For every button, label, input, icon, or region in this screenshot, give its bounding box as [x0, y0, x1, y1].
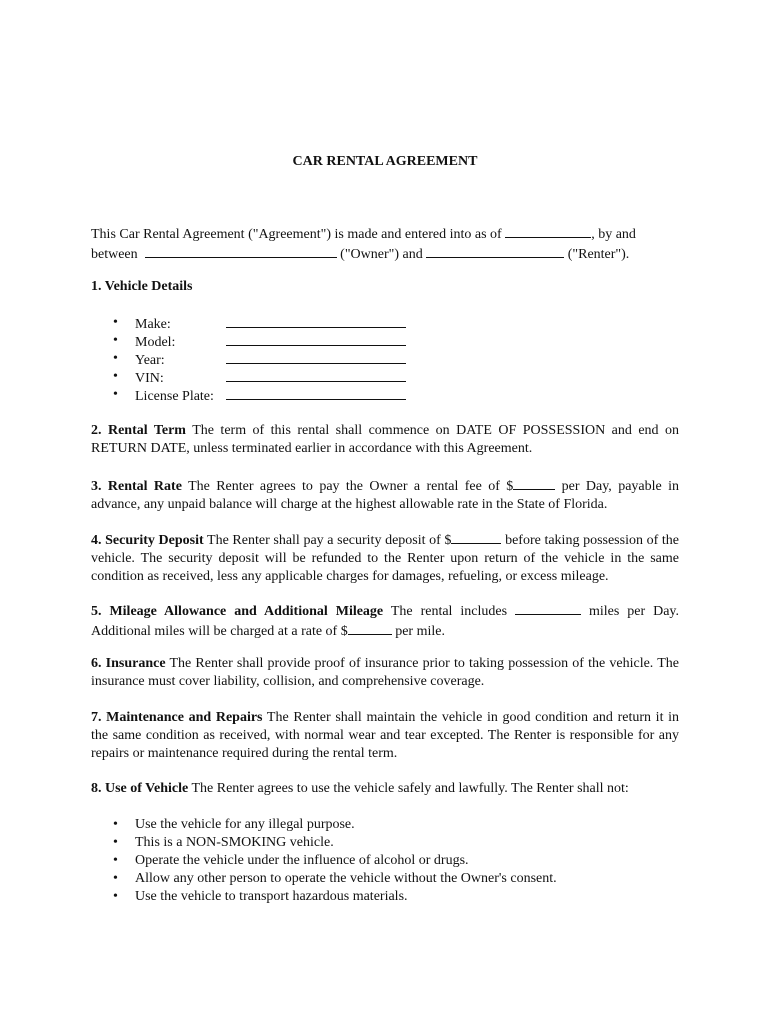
bullet-icon: • [113, 387, 118, 402]
bullet-icon: • [113, 835, 118, 850]
insurance-section [91, 655, 679, 691]
rental-rate-section [91, 476, 679, 514]
security-deposit-text-a: The Renter shall pay a security deposit of $ [207, 533, 452, 548]
bullet-icon: • [113, 871, 118, 886]
vehicle-details-heading: 1. Vehicle Details [91, 279, 193, 294]
use-heading: 8. Use of Vehicle [91, 781, 189, 796]
bullet-icon: • [113, 333, 118, 348]
license-plate-blank [226, 386, 406, 400]
list-item-text: Operate the vehicle under the influence of alcohol or drugs. [135, 853, 469, 868]
rental-term-section [91, 422, 679, 458]
list-item-text: This is a NON-SMOKING vehicle. [135, 835, 334, 850]
list-item-text: Allow any other person to operate the vehicle without the Owner's consent. [135, 871, 557, 886]
field-label: Model: [135, 335, 176, 350]
rental-fee-blank [513, 476, 555, 490]
insurance-heading: 6. Insurance [91, 656, 166, 671]
deposit-blank [451, 530, 501, 544]
mileage-section [91, 601, 679, 641]
rental-rate-heading: 3. Rental Rate [91, 479, 182, 494]
make-blank [226, 314, 406, 328]
security-deposit-section [91, 530, 679, 586]
use-text: The Renter agrees to use the vehicle safely and lawfully. The Renter shall not: [191, 781, 629, 796]
bullet-icon: • [113, 351, 118, 366]
list-item [91, 834, 679, 852]
rental-rate-text-b: per Day, payable in advance, any unpaid balance will charge at the highest allowable rate in the State of Florida. [91, 479, 679, 512]
document-title: CAR RENTAL AGREEMENT [292, 154, 478, 169]
bullet-icon: • [113, 889, 118, 904]
rental-term-heading: 2. Rental Term [91, 423, 186, 438]
list-item-text: Use the vehicle to transport hazardous materials. [135, 889, 408, 904]
list-item [91, 816, 679, 834]
owner-blank [145, 244, 337, 258]
mileage-text-a: The rental includes [390, 604, 508, 619]
vehicle-field-model [91, 332, 679, 350]
list-item [91, 888, 679, 906]
vehicle-fields-list [91, 314, 679, 404]
mileage-heading: 5. Mileage Allowance and Additional Mileage [91, 604, 384, 619]
intro-paragraph [91, 224, 679, 264]
list-item [91, 870, 679, 888]
renter-blank [426, 244, 564, 258]
mileage-text-b: miles per Day. Additional miles will be charged at a rate of $ [91, 604, 679, 639]
bullet-icon: • [113, 369, 118, 384]
insurance-text: The Renter shall provide proof of insurance prior to taking possession of the vehicle. The insurance must cover liability, collision, and comprehensive coverage. [91, 656, 679, 689]
use-section [91, 780, 679, 798]
mileage-text-c: per mile. [391, 624, 445, 639]
vehicle-field-year [91, 350, 679, 368]
maintenance-heading: 7. Maintenance and Repairs [91, 710, 263, 725]
security-deposit-text-b: before taking possession of the vehicle. The security deposit will be refunded to the Renter upon return of the vehicle in the same condition as received, less any applicable charges for damages, refueling, or excess mileage. [91, 533, 679, 584]
intro-line-1 [91, 224, 679, 244]
intro-text-3: between [91, 247, 138, 262]
miles-blank [515, 601, 581, 615]
rental-term-text: The term of this rental shall commence on DATE OF POSSESSION and end on RETURN DATE, unless terminated earlier in accordance with this Agreement. [91, 423, 680, 456]
intro-line-2 [91, 244, 679, 264]
list-item-text: Use the vehicle for any illegal purpose. [135, 817, 355, 832]
rental-rate-text-a: The Renter agrees to pay the Owner a rental fee of $ [188, 479, 514, 494]
field-label: Make: [135, 317, 171, 332]
intro-text-4: ("Owner") and [340, 247, 423, 262]
field-label: Year: [135, 353, 165, 368]
vehicle-field-license-plate [91, 386, 679, 404]
vehicle-field-vin [91, 368, 679, 386]
security-deposit-heading: 4. Security Deposit [91, 533, 204, 548]
bullet-icon: • [113, 315, 118, 330]
maintenance-section [91, 709, 679, 763]
date-blank [505, 224, 591, 238]
field-label: License Plate: [135, 389, 214, 404]
mile-rate-blank [348, 621, 392, 635]
model-blank [226, 332, 406, 346]
bullet-icon: • [113, 817, 118, 832]
bullet-icon: • [113, 853, 118, 868]
intro-text-1: This Car Rental Agreement ("Agreement") is made and entered into as of [91, 227, 502, 242]
list-item [91, 852, 679, 870]
maintenance-text: The Renter shall maintain the vehicle in good condition and return it in the same condition as received, with normal wear and tear excepted. The Renter is responsible for any repairs or maintenance required during the rental term. [91, 710, 680, 761]
vin-blank [226, 368, 406, 382]
vehicle-field-make [91, 314, 679, 332]
intro-text-2: , by and [591, 227, 636, 242]
year-blank [226, 350, 406, 364]
intro-text-5: ("Renter"). [567, 247, 630, 262]
field-label: VIN: [135, 371, 164, 386]
use-restrictions-list [91, 816, 679, 906]
